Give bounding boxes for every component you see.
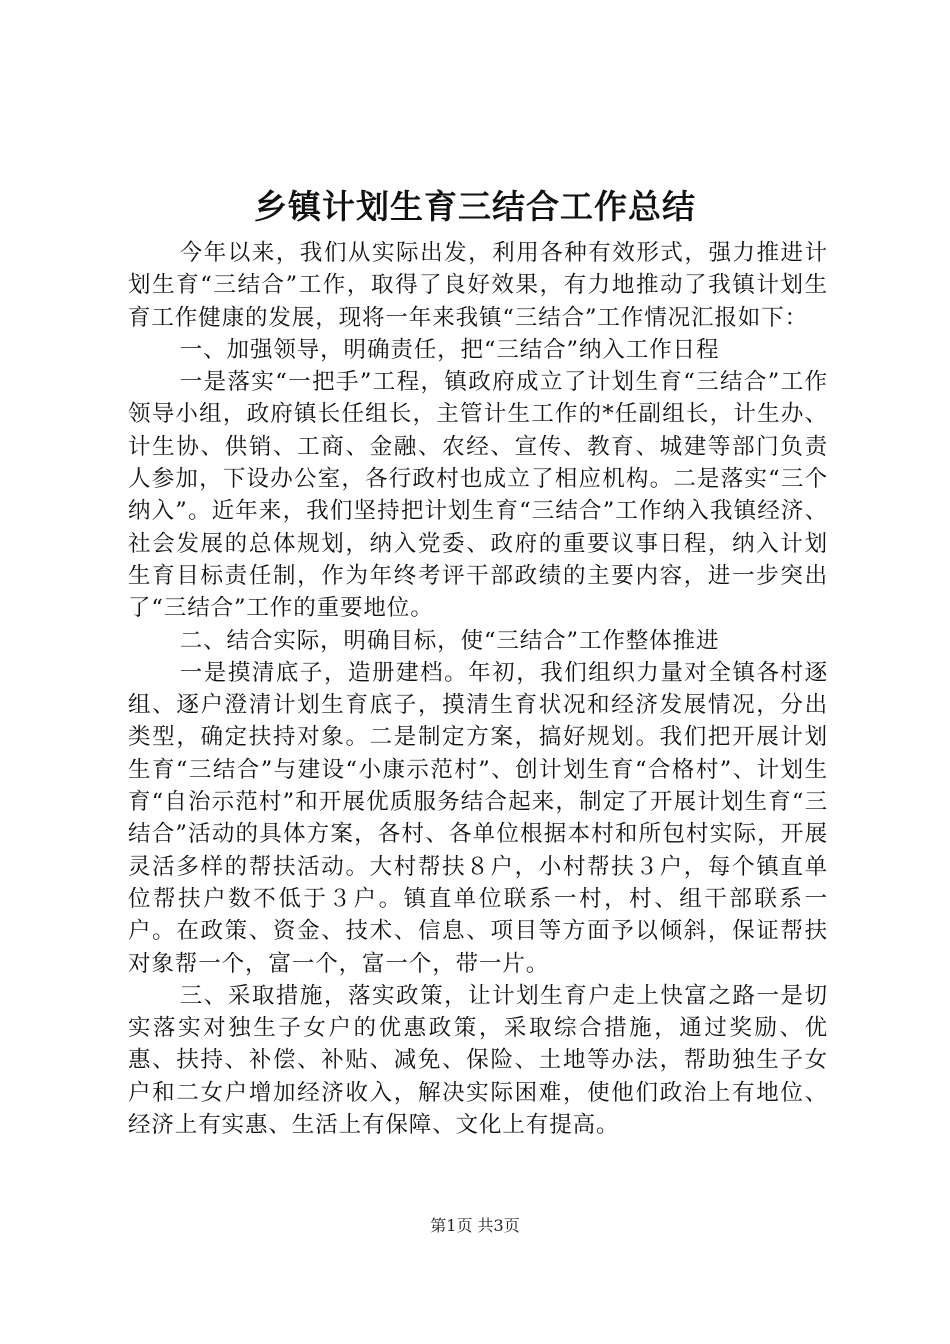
section-heading-2: 二、结合实际，明确目标，使“三结合”工作整体推进	[179, 627, 720, 654]
section-1-paragraph: 一是落实“一把手”工程，镇政府成立了计划生育“三结合”工作领导小组，政府镇长任组长，主管计生工作的*任副组长，计生办、计生协、供销、工商、金融、农经、宣传、教育、城建等部门负责人参加，下设办公室，各行政村也成立了相应机构。二是落实“三个纳入”。近年来，我们坚持把计划生育“三结合”工作纳入我镇经济、社会发展的总体规划，纳入党委、政府的重要议事日程，纳入计划生育目标责任制，作为年终考评干部政绩的主要内容，进一步突出了“三结合”工作的重要地位。	[128, 369, 828, 622]
document-body	[128, 237, 828, 1141]
section-heading-1: 一、加强领导，明确责任，把“三结合”纳入工作日程	[179, 336, 720, 363]
document-title: 乡镇计划生育三结合工作总结	[254, 187, 696, 226]
intro-paragraph: 今年以来，我们从实际出发，利用各种有效形式，强力推进计划生育“三结合”工作，取得了良好效果，有力地推动了我镇计划生育工作健康的发展，现将一年来我镇“三结合”工作情况汇报如下：	[128, 240, 828, 331]
section-2-paragraph: 一是摸清底子，造册建档。年初，我们组织力量对全镇各村逐组、逐户澄清计划生育底子，摸清生育状况和经济发展情况，分出类型，确定扶持对象。二是制定方案，搞好规划。我们把开展计划生育“三结合”与建设“小康示范村”、创计划生育“合格村”、计划生育“自治示范村”和开展优质服务结合起来，制定了开展计划生育“三结合”活动的具体方案，各村、各单位根据本村和所包村实际，开展灵活多样的帮扶活动。大村帮扶８户，小村帮扶３户，每个镇直单位帮扶户数不低于３户。镇直单位联系一村，村、组干部联系一户。在政策、资金、技术、信息、项目等方面予以倾斜，保证帮扶对象帮一个，富一个，富一个，带一片。	[128, 659, 828, 977]
section-3-paragraph: 三、采取措施，落实政策，让计划生育户走上快富之路一是切实落实对独生子女户的优惠政策，采取综合措施，通过奖励、优惠、扶持、补偿、补贴、减免、保险、土地等办法，帮助独生子女户和二女户增加经济收入，解决实际困难，使他们政治上有地位、经济上有实惠、生活上有保障、文化上有提高。	[128, 982, 828, 1139]
page-number-footer: 第1页 共3页	[430, 1216, 520, 1235]
